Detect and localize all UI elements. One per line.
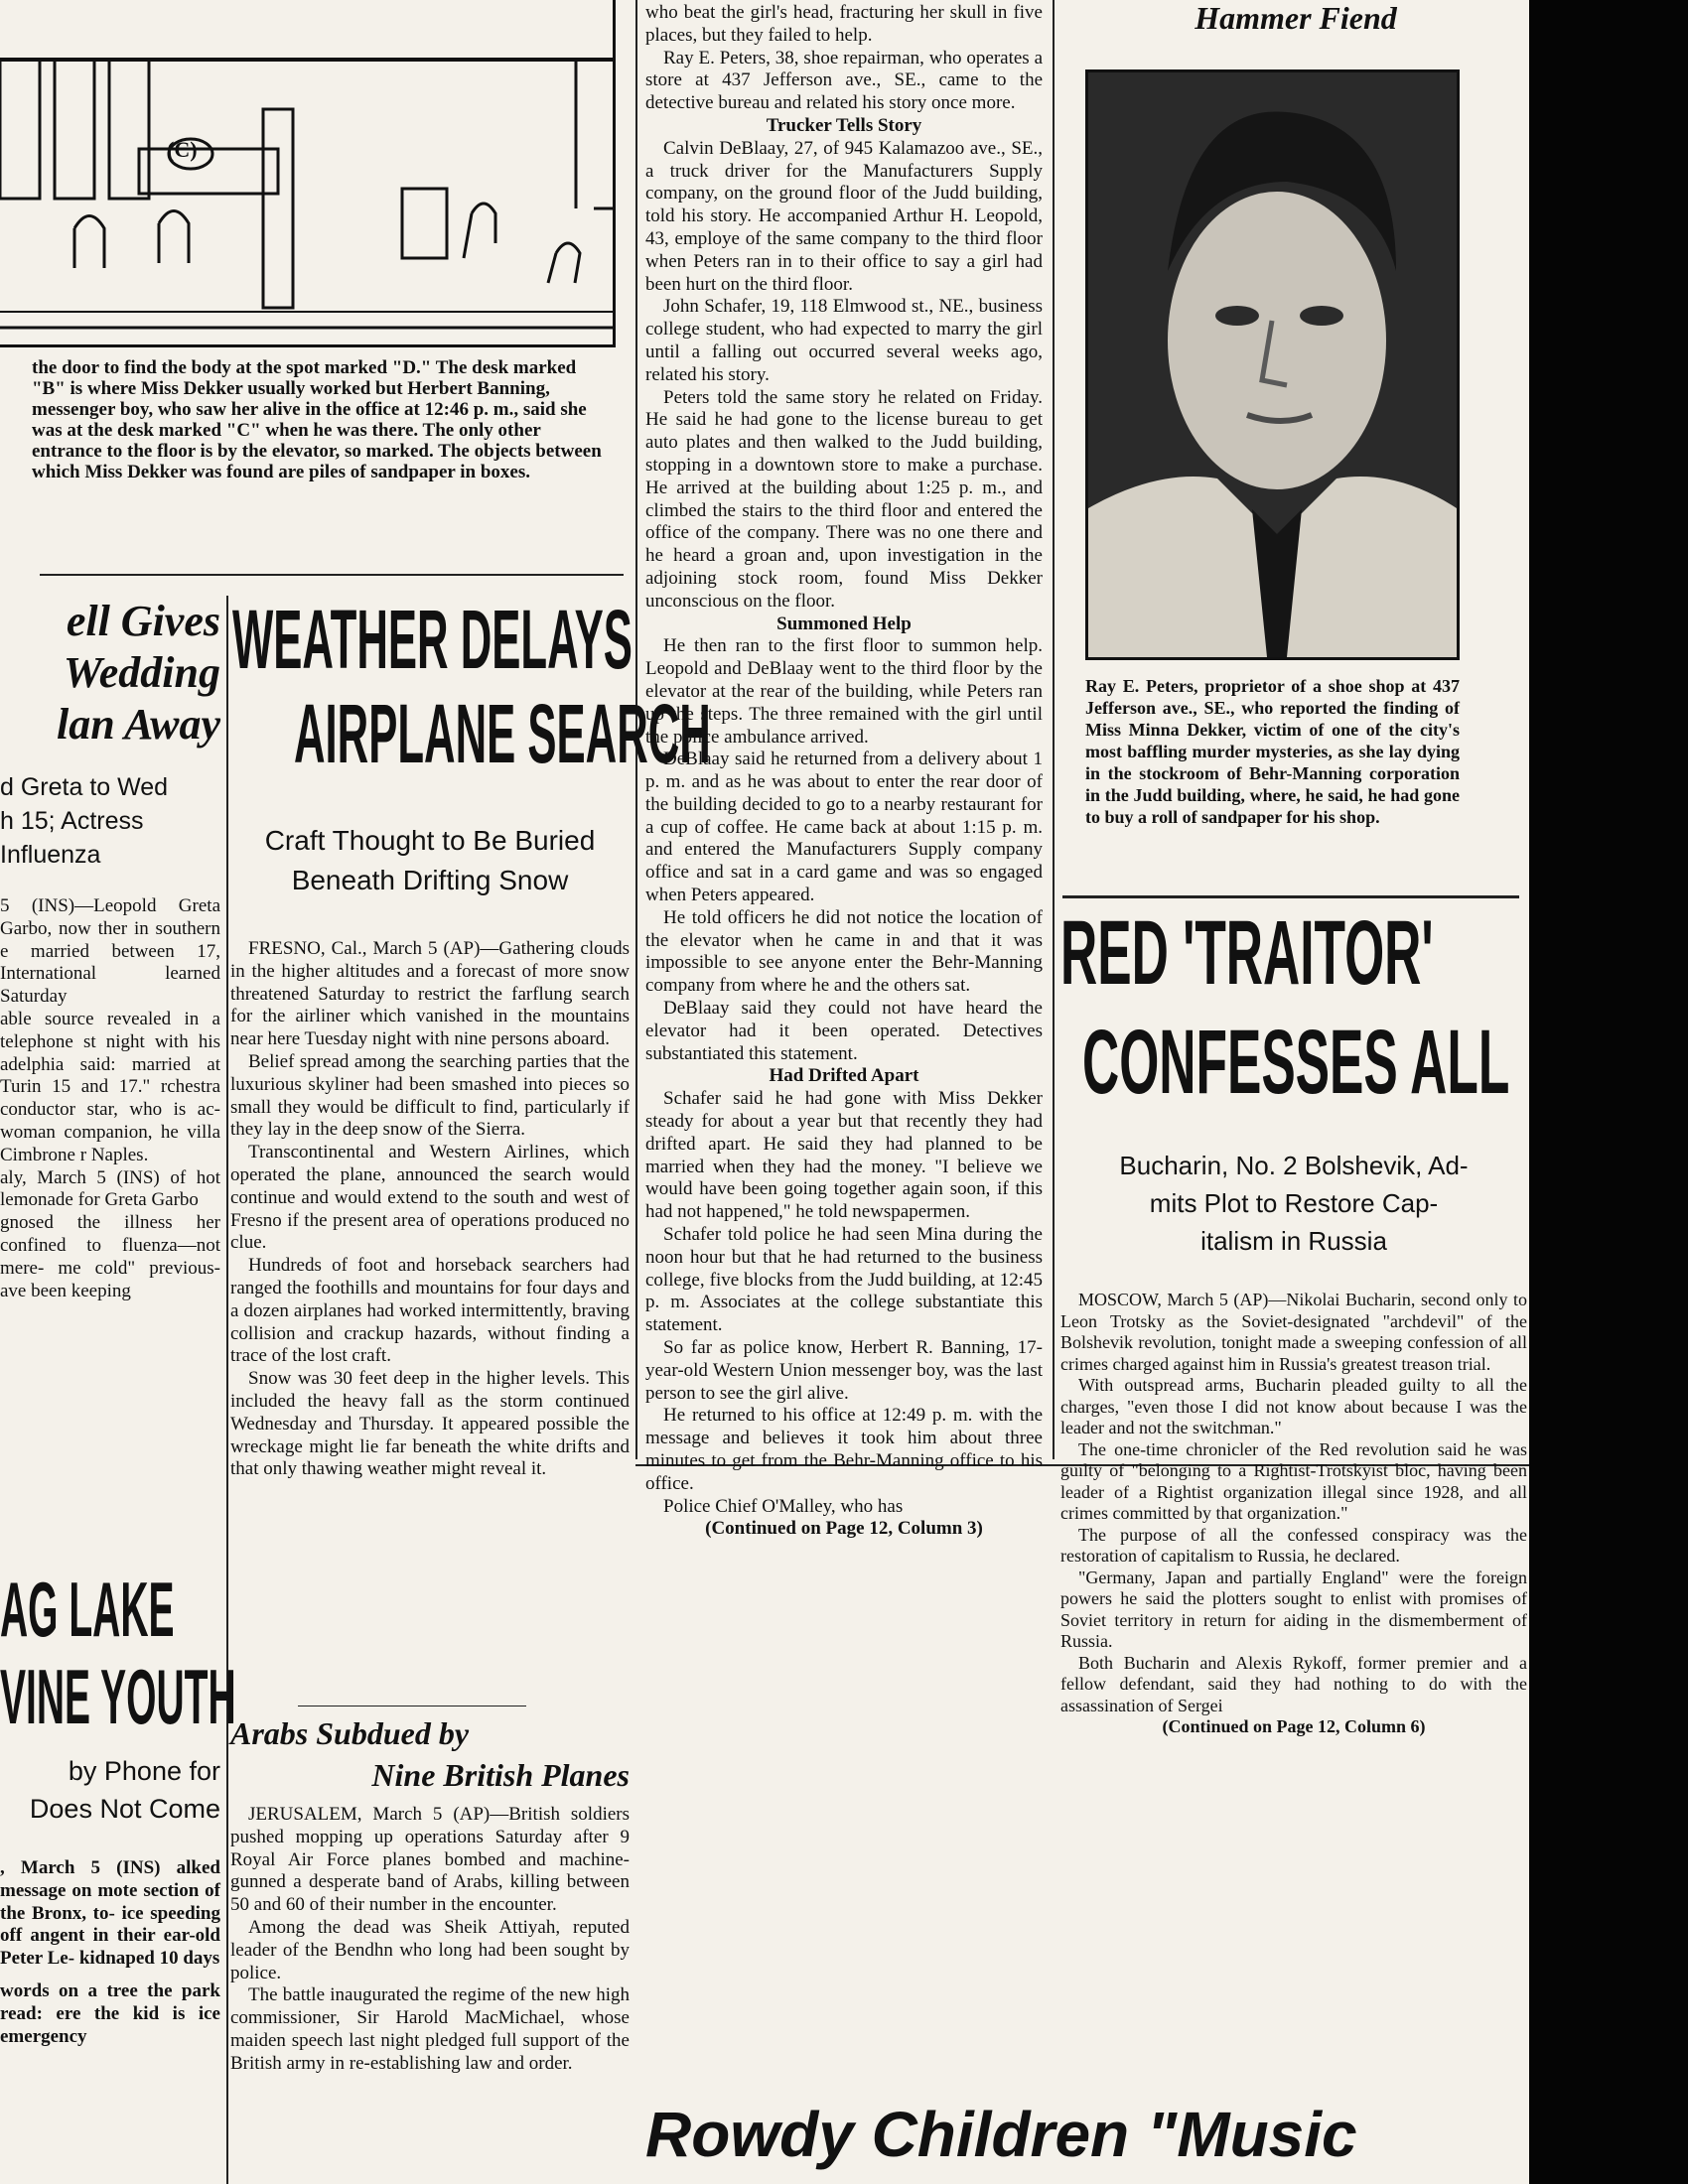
- left-paragraph: aly, March 5 (INS) of hot lemonade for Greta Garbo: [0, 1166, 220, 1211]
- drag-paragraph: words on a tree the park read: ere the kid is ice emergency: [0, 1979, 220, 2047]
- red-paragraph: MOSCOW, March 5 (AP)—Nikolai Bucharin, second only to Leon Trotsky as the Soviet-designated "archdevil" of the Bolshevik revolution, tonight made a sweeping confession of all crimes charged against him in Russia's greatest treason trial.: [1060, 1290, 1527, 1374]
- murder-subhead: Trucker Tells Story: [766, 114, 922, 136]
- weather-headline-line: WEATHER DELAYS: [232, 593, 633, 686]
- weather-paragraph: Transcontinental and Western Airlines, which operated the plane, announced the search would continue and would extend to the south and west of Fresno if the present area of operations produced no clue.: [230, 1142, 630, 1254]
- column-rule: [1053, 0, 1055, 1459]
- left-headline-line: ell Gives: [66, 597, 220, 645]
- murder-paragraph: Peters told the same story he related on Friday. He said he had gone to the license bureau to get auto plates and then walked to the Judd building, stopping in a downtown store to make a purchase. He arrived at the building about 1:25 p. m., and climbed the stairs to the third floor and entered the office of the company. There was no one there and he heard a groan and, upon investigation in the adjoining stock room, found Miss Dekker unconscious on the floor.: [645, 386, 1043, 612]
- red-deck-line: italism in Russia: [1200, 1226, 1387, 1256]
- weather-story: [230, 593, 711, 1717]
- photo-headline: Hammer Fiend: [1195, 0, 1397, 36]
- murder-continued: (Continued on Page 12, Column 3): [705, 1518, 983, 1540]
- weather-deck-line: Craft Thought to Be Buried: [264, 825, 596, 856]
- murder-paragraph: John Schafer, 19, 118 Elmwood st., NE., business college student, who had expected to marry the girl until a falling out occurred several weeks ago, related his story.: [645, 296, 1043, 385]
- left-paragraph: able source revealed in a telephone st night with his adelphia said: married at Turin 15 and 17." rchestra conductor star, who is ac- woman companion, he villa Cimbrone r Naples.: [0, 1008, 220, 1165]
- left-story: [0, 596, 220, 1569]
- diagram-label-c: (C): [167, 137, 198, 162]
- left-deck-line: d Greta to Wed: [0, 773, 169, 801]
- red-paragraph: The one-time chronicler of the Red revolution said he was guilty of "belonging to a Rightist-Trotskyist bloc, having been leader of a Rightist organization illegal since 1928, and all crimes committed by that organization.": [1060, 1438, 1527, 1523]
- weather-paragraph: Belief spread among the searching parties that the luxurious skyliner had been smashed into pieces so small they would be difficult to find, particularly if they lay in the deep snow of the Sierra.: [230, 1050, 630, 1141]
- weather-deck-line: Beneath Drifting Snow: [291, 865, 569, 895]
- murder-paragraph: DeBlaay said he returned from a delivery about 1 p. m. and as he was about to enter the rear door of the building decided to go to a nearby restaurant for a cup of coffee. He came back at about 1:15 p. m. and entered the Manufacturers Supply company office and sat in a card game and was so engaged when Peters appeared.: [645, 749, 1043, 906]
- bottom-headline: Rowdy Children "Music: [645, 2099, 1357, 2170]
- murder-story: [645, 2, 1043, 1540]
- drag-paragraph: , March 5 (INS) alked message on mote section of the Bronx, to- ice speeding off angent in their ear-old Peter Le- kidnaped 10 days: [0, 1857, 220, 1970]
- murder-paragraph: Schafer told police he had seen Mina during the noon hour but that he had returned to the business college, five blocks from the Judd building, at 12:45 p. m. Associates at the college substantiate this statement.: [645, 1224, 1043, 1336]
- arabs-paragraph: The battle inaugurated the regime of the new high commissioner, Sir Harold MacMichael, whose maiden speech last night pledged full support of the British army in re-establishing law and order.: [230, 1984, 630, 2074]
- left-headline-line: lan Away: [56, 700, 220, 749]
- red-headline-line: RED 'TRAITOR': [1060, 902, 1434, 1004]
- drag-deck-line: by Phone for: [68, 1756, 220, 1786]
- column-rule: [226, 596, 228, 2184]
- floor-plan-drawing: [0, 0, 616, 347]
- arabs-story: [230, 1712, 630, 2184]
- murder-paragraph: Ray E. Peters, 38, shoe repairman, who operates a store at 437 Jefferson ave., SE., came to the detective bureau and related his story once more.: [645, 47, 1043, 114]
- weather-paragraph: Hundreds of foot and horseback searchers had ranged the foothills and mountains for four days and a dozen airplanes had worked intermittently, braving collision and crackup hazards, without finding a trace of the lost craft.: [230, 1255, 630, 1367]
- arabs-headline-line: Nine British Planes: [371, 1757, 630, 1793]
- drag-headline-line: AG LAKE: [0, 1566, 175, 1653]
- drag-lake-story: [0, 1566, 236, 2184]
- murder-subhead: Summoned Help: [776, 613, 912, 634]
- murder-paragraph: He told officers he did not notice the location of the elevator when he came in and that it was impossible to see anyone enter the Behr-Manning company from where he and the others sat.: [645, 906, 1043, 997]
- murder-paragraph: DeBlaay said they could not have heard the elevator had it been operated. Detectives substantiated this statement.: [645, 998, 1043, 1064]
- divider: [40, 574, 624, 576]
- red-continued: (Continued on Page 12, Column 6): [1162, 1716, 1426, 1736]
- weather-headline-line: AIRPLANE SEARCH: [294, 687, 711, 780]
- left-paragraph: 5 (INS)—Leopold Greta Garbo, now ther in southern e married between 17, International learned Saturday: [0, 895, 220, 1008]
- weather-paragraph: Snow was 30 feet deep in the higher levels. This included the heavy fall as the storm continued Wednesday and Thursday. It appeared possible the wreckage might lie far beneath the white drifts and that only thawing weather might reveal it.: [230, 1368, 630, 1480]
- red-paragraph: "Germany, Japan and partially England" were the foreign powers he said the plotters sought to enlist with promises of Soviet territory in return for aiding in the dismemberment of Russia.: [1060, 1567, 1527, 1651]
- murder-paragraph: He then ran to the first floor to summon help. Leopold and DeBlaay went to the third floor by the elevator at the rear of the building, while Peters ran up the steps. The three remained with the girl until the police ambulance arrived.: [645, 635, 1043, 748]
- floor-plan-diagram: [0, 0, 616, 347]
- red-paragraph: Both Bucharin and Alexis Rykoff, former premier and a fellow defendant, said they had nothing to do with the assassination of Sergei: [1060, 1652, 1527, 1715]
- red-traitor-story: [1060, 902, 1527, 1736]
- murder-paragraph: who beat the girl's head, fracturing her skull in five places, but they failed to help.: [645, 2, 1043, 46]
- drag-deck-line: Does Not Come: [29, 1794, 220, 1824]
- diagram-caption: the door to find the body at the spot marked "D." The desk marked "B" is where Miss Dekker usually worked but Herbert Banning, messenger boy, who saw her alive in the office at 12:46 p. m., said she was at the desk marked "C" when he was there. The only other entrance to the floor is by the elevator, so marked. The objects between which Miss Dekker was found are piles of sandpaper in boxes.: [32, 357, 602, 482]
- arabs-headline-line: Arabs Subdued by: [230, 1715, 470, 1751]
- arabs-paragraph: JERUSALEM, March 5 (AP)—British soldiers pushed mopping up operations Saturday after 9 Royal Air Force planes bombed and machine-gunned a desperate band of Arabs, killing between 50 and 60 of their number in the encounter.: [230, 1804, 630, 1916]
- arabs-paragraph: Among the dead was Sheik Attiyah, reputed leader of the Bendhn who long had been sought by police.: [230, 1916, 630, 1983]
- left-paragraph: gnosed the illness her confined to fluenza—not mere- me cold" previous- ave been keeping: [0, 1212, 220, 1301]
- red-headline-line: CONFESSES ALL: [1082, 1012, 1510, 1113]
- portrait-photo: [1085, 69, 1460, 660]
- murder-subhead: Had Drifted Apart: [769, 1065, 919, 1087]
- red-paragraph: With outspread arms, Bucharin pleaded guilty to all the charges, "even those I did not know about because I was the leader and not the switchman.": [1060, 1375, 1527, 1437]
- murder-paragraph: Calvin DeBlaay, 27, of 945 Kalamazoo ave., SE., a truck driver for the Manufacturers Supply company, on the ground floor of the Judd building, told his story. He accompanied Arthur H. Leopold, 43, employe of the same company to the third floor when Peters ran in to their office to say a girl had been hurt on the third floor.: [645, 137, 1043, 295]
- red-deck-line: mits Plot to Restore Cap-: [1149, 1188, 1439, 1218]
- left-deck-line: h 15; Actress: [0, 807, 144, 835]
- weather-paragraph: FRESNO, Cal., March 5 (AP)—Gathering clouds in the higher altitudes and a forecast of more snow threatened Saturday to restrict the farflung search for the airliner which vanished in the mountains near here Tuesday night with nine persons aboard.: [230, 938, 630, 1050]
- portrait-image: [1088, 72, 1457, 657]
- drag-headline-line: VINE YOUTH: [0, 1653, 236, 1740]
- murder-paragraph: So far as police know, Herbert R. Banning, 17-year-old Western Union messenger boy, was the last person to see the girl alive.: [645, 1337, 1043, 1404]
- red-paragraph: The purpose of all the confessed conspiracy was the restoration of capitalism to Russia, he declared.: [1060, 1524, 1527, 1566]
- photo-caption: Ray E. Peters, proprietor of a shoe shop at 437 Jefferson ave., SE., who reported the finding of Miss Minna Dekker, victim of one of the city's most baffling murder mysteries, as she lay dying in the stockroom of Behr-Manning corporation in the Judd building, where, he said, he had gone to buy a roll of sandpaper for his shop.: [1085, 676, 1460, 827]
- red-deck-line: Bucharin, No. 2 Bolshevik, Ad-: [1119, 1151, 1469, 1180]
- murder-paragraph: Police Chief O'Malley, who has: [663, 1495, 904, 1517]
- divider: [1062, 895, 1519, 898]
- left-headline-line: Wedding: [63, 648, 220, 697]
- scan-border: [1529, 0, 1688, 2184]
- murder-paragraph: He returned to his office at 12:49 p. m. with the message and believes it took him about three minutes to get from the Behr-Manning office to his office.: [645, 1405, 1043, 1494]
- left-deck-line: Influenza: [0, 841, 101, 869]
- murder-paragraph: Schafer said he had gone with Miss Dekker steady for about a year but that recently they had drifted apart. He said they had planned to be married when they had the money. "I believe we would have been going together again soon, if this had not happened," he told newspapermen.: [645, 1088, 1043, 1223]
